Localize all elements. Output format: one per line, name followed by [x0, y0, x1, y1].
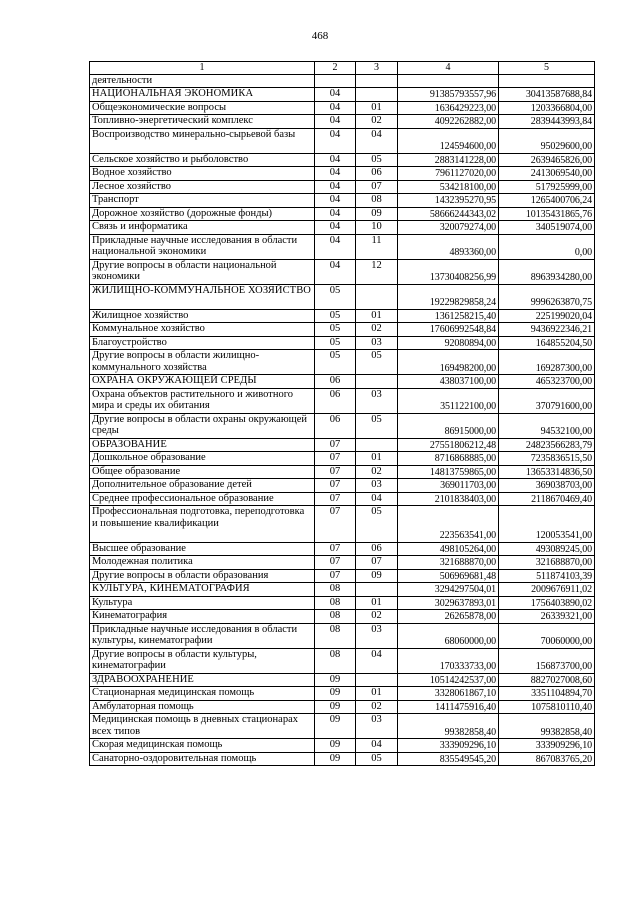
row-name: Общее образование	[90, 465, 315, 479]
row-amount-2: 2009676911,02	[499, 583, 595, 597]
row-amount-1: 8716868885,00	[398, 452, 499, 466]
row-name: ОХРАНА ОКРУЖАЮЩЕЙ СРЕДЫ	[90, 375, 315, 389]
row-amount-2: 8963934280,00	[499, 259, 595, 284]
row-amount-2: 1203366804,00	[499, 101, 595, 115]
row-amount-1: 1361258215,40	[398, 309, 499, 323]
row-subsection-code: 07	[356, 180, 398, 194]
table-row	[90, 323, 595, 337]
row-amount-1: 321688870,00	[398, 556, 499, 570]
row-amount-2: 2639465826,00	[499, 153, 595, 167]
row-name: Амбулаторная помощь	[90, 700, 315, 714]
row-amount-1: 498105264,00	[398, 542, 499, 556]
row-amount-2: 1075810110,40	[499, 700, 595, 714]
row-section-code: 05	[315, 309, 356, 323]
row-section-code: 05	[315, 284, 356, 309]
row-name: ОБРАЗОВАНИЕ	[90, 438, 315, 452]
row-amount-2: 493089245,00	[499, 542, 595, 556]
row-subsection-code	[356, 88, 398, 102]
row-amount-2: 8827027008,60	[499, 673, 595, 687]
row-name: Охрана объектов растительного и животного мира и среды их обитания	[90, 388, 315, 413]
row-amount-1: 68060000,00	[398, 623, 499, 648]
row-amount-1: 92080894,00	[398, 336, 499, 350]
row-section-code: 07	[315, 542, 356, 556]
row-amount-1: 86915000,00	[398, 413, 499, 438]
row-section-code: 04	[315, 167, 356, 181]
row-name: Высшее образование	[90, 542, 315, 556]
row-section-code: 04	[315, 194, 356, 208]
row-section-code: 04	[315, 115, 356, 129]
table-row	[90, 350, 595, 375]
row-amount-2: 120053541,00	[499, 506, 595, 543]
row-subsection-code: 05	[356, 752, 398, 766]
table-row	[90, 569, 595, 583]
row-section-code: 09	[315, 739, 356, 753]
row-subsection-code: 04	[356, 739, 398, 753]
row-amount-1: 351122100,00	[398, 388, 499, 413]
row-subsection-code	[356, 438, 398, 452]
table-row	[90, 101, 595, 115]
row-subsection-code: 02	[356, 323, 398, 337]
row-amount-1: 835549545,20	[398, 752, 499, 766]
row-amount-2: 2413069540,00	[499, 167, 595, 181]
row-amount-1	[398, 74, 499, 88]
header-col-amount-1: 4	[398, 62, 499, 75]
row-name: Общеэкономические вопросы	[90, 101, 315, 115]
row-amount-1: 169498200,00	[398, 350, 499, 375]
row-section-code	[315, 74, 356, 88]
row-amount-2: 465323700,00	[499, 375, 595, 389]
row-section-code: 04	[315, 128, 356, 153]
row-section-code: 07	[315, 479, 356, 493]
row-section-code: 06	[315, 413, 356, 438]
row-name: Прикладные научные исследования в области национальной экономики	[90, 234, 315, 259]
table-row	[90, 648, 595, 673]
table-row	[90, 700, 595, 714]
table-row	[90, 413, 595, 438]
row-amount-1: 58666244343,02	[398, 207, 499, 221]
row-amount-2: 0,00	[499, 234, 595, 259]
row-section-code: 07	[315, 465, 356, 479]
table-row	[90, 167, 595, 181]
row-name: ЗДРАВООХРАНЕНИЕ	[90, 673, 315, 687]
row-section-code: 06	[315, 375, 356, 389]
row-section-code: 08	[315, 583, 356, 597]
row-amount-1: 320079274,00	[398, 221, 499, 235]
row-amount-2: 321688870,00	[499, 556, 595, 570]
table-row	[90, 115, 595, 129]
row-subsection-code: 04	[356, 648, 398, 673]
row-subsection-code: 03	[356, 388, 398, 413]
row-amount-2: 10135431865,76	[499, 207, 595, 221]
row-section-code: 08	[315, 610, 356, 624]
header-col-name: 1	[90, 62, 315, 75]
row-section-code: 05	[315, 350, 356, 375]
row-amount-2: 2118670469,40	[499, 492, 595, 506]
row-section-code: 04	[315, 88, 356, 102]
row-amount-1: 223563541,00	[398, 506, 499, 543]
row-section-code: 07	[315, 556, 356, 570]
row-amount-1: 369011703,00	[398, 479, 499, 493]
row-subsection-code: 01	[356, 687, 398, 701]
row-subsection-code: 02	[356, 115, 398, 129]
table-row	[90, 284, 595, 309]
row-amount-2: 7235836515,50	[499, 452, 595, 466]
row-subsection-code: 08	[356, 194, 398, 208]
row-amount-2: 2839443993,84	[499, 115, 595, 129]
row-amount-2: 511874103,39	[499, 569, 595, 583]
row-subsection-code: 01	[356, 101, 398, 115]
row-subsection-code: 05	[356, 350, 398, 375]
table-row	[90, 221, 595, 235]
table-row	[90, 309, 595, 323]
row-amount-2: 1265400706,24	[499, 194, 595, 208]
row-amount-1: 3294297504,01	[398, 583, 499, 597]
row-amount-1: 27551806212,48	[398, 438, 499, 452]
row-name: Молодежная политика	[90, 556, 315, 570]
header-col-section: 2	[315, 62, 356, 75]
table-row	[90, 336, 595, 350]
row-amount-2: 70060000,00	[499, 623, 595, 648]
row-name: Водное хозяйство	[90, 167, 315, 181]
row-section-code: 04	[315, 221, 356, 235]
row-section-code: 04	[315, 153, 356, 167]
row-subsection-code: 03	[356, 623, 398, 648]
row-name: Сельское хозяйство и рыболовство	[90, 153, 315, 167]
row-amount-2: 95029600,00	[499, 128, 595, 153]
row-section-code: 05	[315, 336, 356, 350]
row-subsection-code: 01	[356, 596, 398, 610]
row-name: Стационарная медицинская помощь	[90, 687, 315, 701]
row-section-code: 04	[315, 234, 356, 259]
table-row	[90, 452, 595, 466]
row-name: Воспроизводство минерально-сырьевой базы	[90, 128, 315, 153]
row-name: Жилищное хозяйство	[90, 309, 315, 323]
row-amount-1: 19229829858,24	[398, 284, 499, 309]
table-row	[90, 583, 595, 597]
row-name: Другие вопросы в области культуры, кинематографии	[90, 648, 315, 673]
row-name: Профессиональная подготовка, переподготовка и повышение квалификации	[90, 506, 315, 543]
row-amount-1: 534218100,00	[398, 180, 499, 194]
row-subsection-code: 02	[356, 465, 398, 479]
row-subsection-code: 11	[356, 234, 398, 259]
row-amount-2: 156873700,00	[499, 648, 595, 673]
row-name: Медицинская помощь в дневных стационарах всех типов	[90, 714, 315, 739]
table-row	[90, 88, 595, 102]
row-amount-2: 370791600,00	[499, 388, 595, 413]
row-name: Среднее профессиональное образование	[90, 492, 315, 506]
row-section-code: 06	[315, 388, 356, 413]
table-row	[90, 153, 595, 167]
row-amount-1: 2101838403,00	[398, 492, 499, 506]
row-amount-1: 7961127020,00	[398, 167, 499, 181]
row-subsection-code: 09	[356, 207, 398, 221]
row-subsection-code	[356, 673, 398, 687]
budget-table	[89, 61, 595, 766]
row-amount-1: 1432395270,95	[398, 194, 499, 208]
row-amount-1: 506969681,48	[398, 569, 499, 583]
table-row	[90, 492, 595, 506]
row-section-code: 04	[315, 180, 356, 194]
row-amount-1: 124594600,00	[398, 128, 499, 153]
row-subsection-code: 01	[356, 452, 398, 466]
row-section-code: 09	[315, 752, 356, 766]
row-subsection-code: 10	[356, 221, 398, 235]
row-name: Санаторно-оздоровительная помощь	[90, 752, 315, 766]
row-amount-1: 14813759865,00	[398, 465, 499, 479]
row-subsection-code	[356, 583, 398, 597]
row-subsection-code: 12	[356, 259, 398, 284]
row-name: Коммунальное хозяйство	[90, 323, 315, 337]
row-name: Связь и информатика	[90, 221, 315, 235]
row-subsection-code	[356, 74, 398, 88]
row-amount-2: 517925999,00	[499, 180, 595, 194]
row-name: Дошкольное образование	[90, 452, 315, 466]
row-subsection-code: 02	[356, 700, 398, 714]
page-number: 468	[311, 30, 329, 42]
row-amount-1: 4893360,00	[398, 234, 499, 259]
row-name: ЖИЛИЩНО-КОММУНАЛЬНОЕ ХОЗЯЙСТВО	[90, 284, 315, 309]
table-row	[90, 687, 595, 701]
row-subsection-code: 04	[356, 492, 398, 506]
row-subsection-code: 02	[356, 610, 398, 624]
row-amount-2: 13653314836,50	[499, 465, 595, 479]
row-subsection-code: 03	[356, 714, 398, 739]
row-section-code: 07	[315, 452, 356, 466]
row-amount-2: 30413587688,84	[499, 88, 595, 102]
row-amount-2: 164855204,50	[499, 336, 595, 350]
row-section-code: 09	[315, 673, 356, 687]
row-subsection-code	[356, 284, 398, 309]
row-amount-2: 9436922346,21	[499, 323, 595, 337]
row-amount-1: 99382858,40	[398, 714, 499, 739]
row-section-code: 07	[315, 492, 356, 506]
table-row	[90, 739, 595, 753]
row-section-code: 05	[315, 323, 356, 337]
table-row	[90, 438, 595, 452]
row-name: Лесное хозяйство	[90, 180, 315, 194]
row-amount-1: 1411475916,40	[398, 700, 499, 714]
row-amount-2: 169287300,00	[499, 350, 595, 375]
row-section-code: 07	[315, 506, 356, 543]
row-name: Скорая медицинская помощь	[90, 739, 315, 753]
table-row	[90, 479, 595, 493]
row-amount-2: 26339321,00	[499, 610, 595, 624]
row-section-code: 09	[315, 700, 356, 714]
row-amount-1: 333909296,10	[398, 739, 499, 753]
row-name: Транспорт	[90, 194, 315, 208]
table-row	[90, 714, 595, 739]
row-name: КУЛЬТУРА, КИНЕМАТОГРАФИЯ	[90, 583, 315, 597]
row-name: Другие вопросы в области национальной экономики	[90, 259, 315, 284]
header-col-amount-2: 5	[499, 62, 595, 75]
table-row	[90, 180, 595, 194]
row-name: Топливно-энергетический комплекс	[90, 115, 315, 129]
table-body	[90, 62, 595, 766]
row-subsection-code: 04	[356, 128, 398, 153]
row-section-code: 07	[315, 438, 356, 452]
row-amount-2: 94532100,00	[499, 413, 595, 438]
row-subsection-code: 06	[356, 167, 398, 181]
row-amount-2: 225199020,04	[499, 309, 595, 323]
row-subsection-code: 05	[356, 506, 398, 543]
row-name: Другие вопросы в области образования	[90, 569, 315, 583]
table-row	[90, 506, 595, 543]
row-amount-2: 3351104894,70	[499, 687, 595, 701]
table-row	[90, 375, 595, 389]
row-name: Дорожное хозяйство (дорожные фонды)	[90, 207, 315, 221]
table-row	[90, 74, 595, 88]
row-subsection-code: 06	[356, 542, 398, 556]
row-section-code: 04	[315, 101, 356, 115]
table-row	[90, 128, 595, 153]
row-subsection-code: 07	[356, 556, 398, 570]
table-row	[90, 388, 595, 413]
row-section-code: 08	[315, 596, 356, 610]
row-amount-2: 333909296,10	[499, 739, 595, 753]
table-row	[90, 234, 595, 259]
table-header-row	[90, 62, 595, 75]
row-amount-1: 1636429223,00	[398, 101, 499, 115]
row-amount-2	[499, 74, 595, 88]
header-col-subsection: 3	[356, 62, 398, 75]
row-subsection-code: 05	[356, 413, 398, 438]
row-subsection-code: 01	[356, 309, 398, 323]
row-name: Культура	[90, 596, 315, 610]
table-row	[90, 596, 595, 610]
row-subsection-code: 03	[356, 336, 398, 350]
row-amount-1: 2883141228,00	[398, 153, 499, 167]
row-amount-2: 369038703,00	[499, 479, 595, 493]
row-name: Кинематография	[90, 610, 315, 624]
row-name: Другие вопросы в области жилищно-коммунального хозяйства	[90, 350, 315, 375]
row-amount-1: 438037100,00	[398, 375, 499, 389]
row-subsection-code: 05	[356, 153, 398, 167]
row-subsection-code: 09	[356, 569, 398, 583]
table-row	[90, 194, 595, 208]
row-amount-1: 91385793557,96	[398, 88, 499, 102]
table-row	[90, 465, 595, 479]
row-amount-1: 4092262882,00	[398, 115, 499, 129]
row-section-code: 07	[315, 569, 356, 583]
table-row	[90, 752, 595, 766]
row-name: Прикладные научные исследования в области культуры, кинематографии	[90, 623, 315, 648]
table-row	[90, 556, 595, 570]
row-section-code: 04	[315, 259, 356, 284]
row-amount-1: 3328061867,10	[398, 687, 499, 701]
table-row	[90, 623, 595, 648]
row-subsection-code	[356, 375, 398, 389]
table-row	[90, 610, 595, 624]
row-amount-2: 340519074,00	[499, 221, 595, 235]
row-section-code: 09	[315, 714, 356, 739]
row-amount-1: 10514242537,00	[398, 673, 499, 687]
table-row	[90, 259, 595, 284]
row-amount-1: 26265878,00	[398, 610, 499, 624]
row-amount-2: 1756403890,02	[499, 596, 595, 610]
row-section-code: 09	[315, 687, 356, 701]
table-row	[90, 673, 595, 687]
row-amount-2: 99382858,40	[499, 714, 595, 739]
table-row	[90, 542, 595, 556]
row-amount-1: 13730408256,99	[398, 259, 499, 284]
row-amount-1: 170333733,00	[398, 648, 499, 673]
row-section-code: 08	[315, 648, 356, 673]
row-amount-2: 9996263870,75	[499, 284, 595, 309]
row-name: деятельности	[90, 74, 315, 88]
table-row	[90, 207, 595, 221]
row-section-code: 08	[315, 623, 356, 648]
row-amount-2: 867083765,20	[499, 752, 595, 766]
row-subsection-code: 03	[356, 479, 398, 493]
row-name: Другие вопросы в области охраны окружающей среды	[90, 413, 315, 438]
row-name: НАЦИОНАЛЬНАЯ ЭКОНОМИКА	[90, 88, 315, 102]
row-name: Дополнительное образование детей	[90, 479, 315, 493]
row-name: Благоустройство	[90, 336, 315, 350]
row-section-code: 04	[315, 207, 356, 221]
row-amount-1: 17606992548,84	[398, 323, 499, 337]
row-amount-1: 3029637893,01	[398, 596, 499, 610]
row-amount-2: 24823566283,79	[499, 438, 595, 452]
